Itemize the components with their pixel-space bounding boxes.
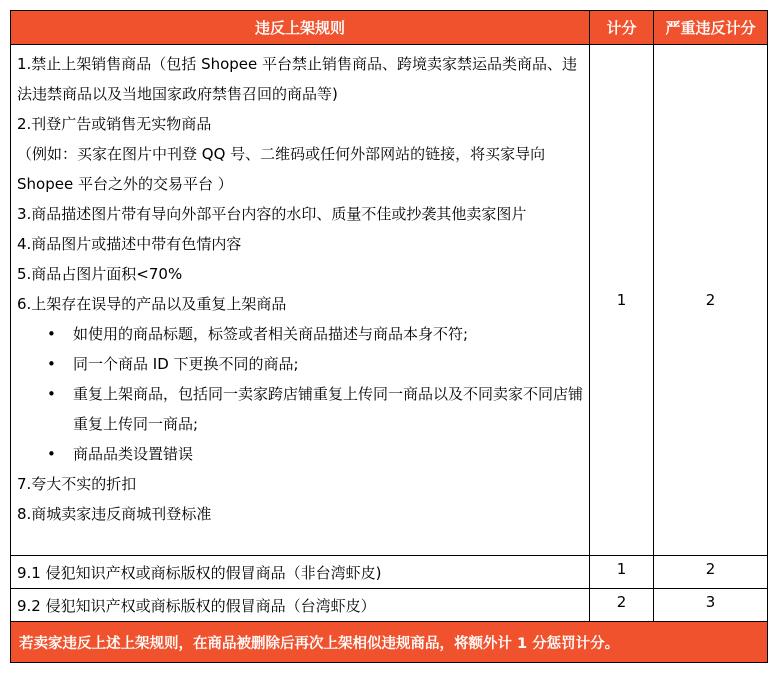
row-9-2-severe: 3 [654,589,768,622]
row-9-2 [11,589,768,622]
rule-6-bullet: • 如使用的商品标题，标签或者相关商品描述与商品本身不符; [17,319,583,349]
rule-6-bullet: • 同一个商品 ID 下更换不同的商品; [17,349,583,379]
main-points: 1 [590,45,654,556]
rule-5: 5.商品占图片面积<70% [17,265,183,283]
rule-8: 8.商城卖家违反商城刊登标准 [17,505,212,523]
rule-1: 1.禁止上架销售商品（包括 Shopee 平台禁止销售商品、跨境卖家禁运品类商品、违法违禁商品以及当地国家政府禁售召回的商品等) [17,55,578,103]
row-9-1-points: 1 [590,556,654,589]
rules-list [11,45,590,556]
rule-4: 4.商品图片或描述中带有色情内容 [17,235,242,253]
rule-6: 6.上架存在误导的产品以及重复上架商品 [17,295,287,313]
rule-6-bullet: • 重复上架商品，包括同一卖家跨店铺重复上传同一商品以及不同卖家不同店铺重复上传同一商品; [17,379,583,439]
row-9-1 [11,556,768,589]
header-row [11,11,768,45]
footer-note: 若卖家违反上述上架规则，在商品被删除后再次上架相似违规商品，将额外计 1 分惩罚计分。 [11,622,768,663]
rule-2-note: （例如：买家在图片中刊登 QQ 号、二维码或任何外部网站的链接，将买家导向 Shopee 平台之外的交易平台 ） [17,145,546,193]
header-points: 计分 [590,11,654,45]
header-rules: 违反上架规则 [11,11,590,45]
footer-row [11,622,768,663]
row-9-2-points: 2 [590,589,654,622]
rule-9-1: 9.1 侵犯知识产权或商标版权的假冒商品（非台湾虾皮) [11,556,590,589]
header-severe-points: 严重违反计分 [654,11,768,45]
rule-7: 7.夸大不实的折扣 [17,475,137,493]
row-9-1-severe: 2 [654,556,768,589]
main-rules-row [11,45,768,556]
rules-table-container [10,10,766,663]
rule-9-2: 9.2 侵犯知识产权或商标版权的假冒商品（台湾虾皮） [11,589,590,622]
rule-6-bullet: • 商品品类设置错误 [17,439,583,469]
rule-2: 2.刊登广告或销售无实物商品 [17,115,212,133]
rule-3: 3.商品描述图片带有导向外部平台内容的水印、质量不佳或抄袭其他卖家图片 [17,205,527,223]
listing-rules-table [10,10,768,663]
main-severe-points: 2 [654,45,768,556]
